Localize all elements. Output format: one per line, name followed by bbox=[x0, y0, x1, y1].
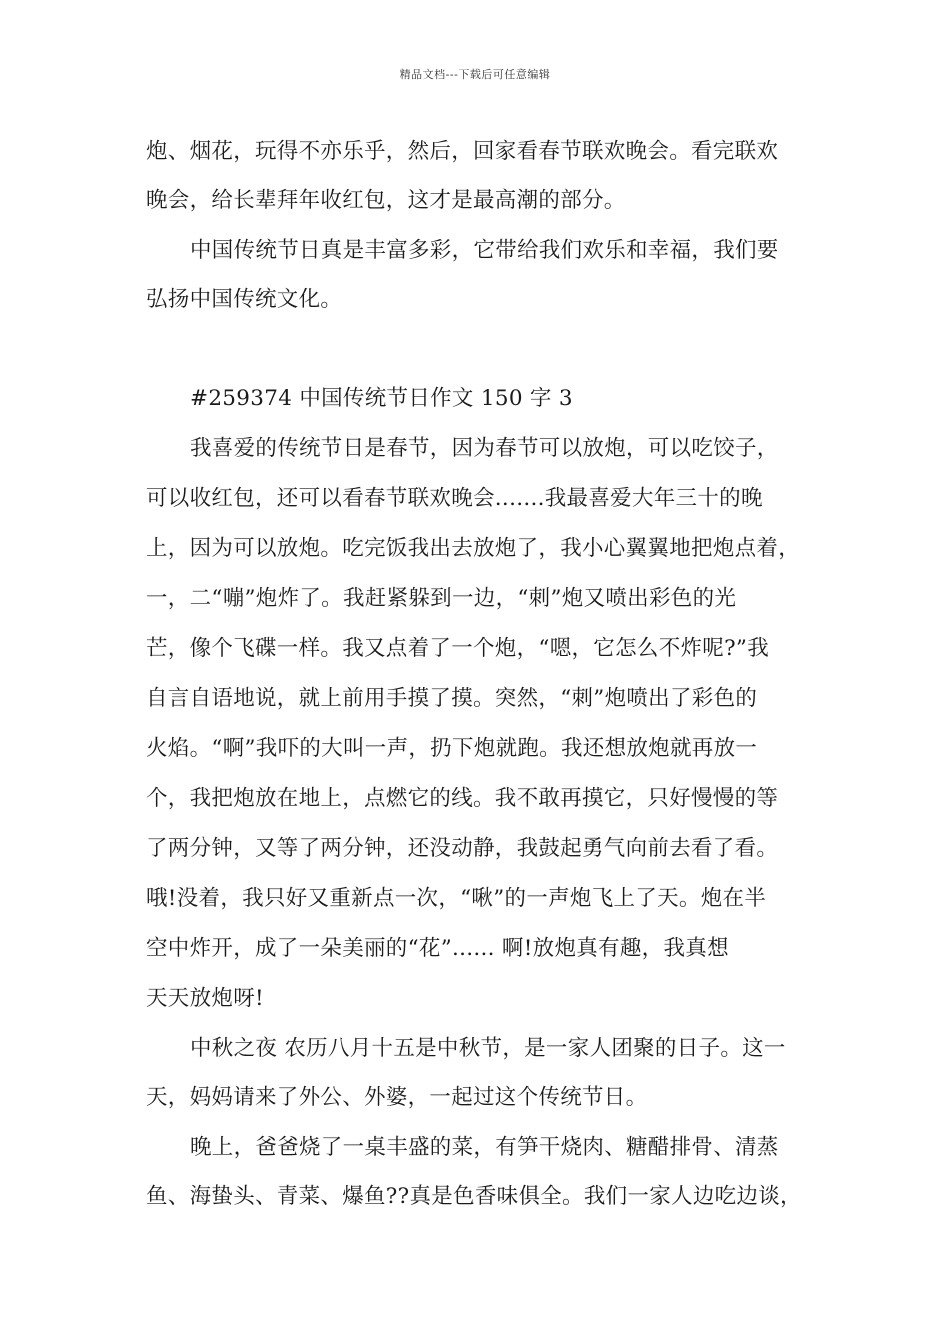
section-title: #259374 中国传统节日作文 150 字 3 bbox=[190, 386, 573, 411]
paragraph-line: 可以收红包，还可以看春节联欢晚会.......我最喜爱大年三十的晚 bbox=[146, 486, 763, 511]
paragraph-line: 中国传统节日真是丰富多彩，它带给我们欢乐和幸福，我们要 bbox=[190, 238, 779, 263]
paragraph-line: 火焰。“啊”我吓的大叫一声，扔下炮就跑。我还想放炮就再放一 bbox=[146, 736, 758, 761]
paragraph-line: 晚上，爸爸烧了一桌丰盛的菜，有笋干烧肉、糖醋排骨、清蒸 bbox=[190, 1135, 779, 1160]
paragraph-line: 了两分钟，又等了两分钟，还没动静，我鼓起勇气向前去看了看。 bbox=[146, 836, 779, 861]
page-header: 精品文档---下载后可任意编辑 bbox=[399, 68, 551, 81]
paragraph-line: 鱼、海蛰头、青菜、爆鱼??真是色香味俱全。我们一家人边吃边谈， bbox=[146, 1184, 802, 1209]
paragraph-line: 一，二“嘣”炮炸了。我赶紧躲到一边，“刺”炮又喷出彩色的光 bbox=[146, 586, 737, 611]
paragraph-line: 我喜爱的传统节日是春节，因为春节可以放炮，可以吃饺子， bbox=[190, 436, 779, 461]
paragraph-line: 自言自语地说，就上前用手摸了摸。突然，“刺”炮喷出了彩色的 bbox=[146, 686, 758, 711]
paragraph-line: 炮、烟花，玩得不亦乐乎，然后，回家看春节联欢晚会。看完联欢 bbox=[146, 139, 779, 164]
paragraph-line: 上，因为可以放炮。吃完饭我出去放炮了，我小心翼翼地把炮点着， bbox=[146, 536, 801, 561]
paragraph-line: 空中炸开，成了一朵美丽的“花”...... 啊!放炮真有趣，我真想 bbox=[146, 936, 729, 961]
paragraph-line: 天，妈妈请来了外公、外婆，一起过这个传统节日。 bbox=[146, 1085, 648, 1110]
paragraph-line: 芒，像个飞碟一样。我又点着了一个炮，“嗯，它怎么不炸呢?”我 bbox=[146, 636, 770, 661]
paragraph-line: 哦!没着，我只好又重新点一次，“啾”的一声炮飞上了天。炮在半 bbox=[146, 886, 767, 911]
paragraph-line: 中秋之夜 农历八月十五是中秋节，是一家人团聚的日子。这一 bbox=[190, 1036, 786, 1061]
paragraph-line: 天天放炮呀! bbox=[146, 986, 264, 1011]
paragraph-line: 个，我把炮放在地上，点燃它的线。我不敢再摸它，只好慢慢的等 bbox=[146, 786, 779, 811]
paragraph-line: 弘扬中国传统文化。 bbox=[146, 287, 343, 312]
paragraph-line: 晚会，给长辈拜年收红包，这才是最高潮的部分。 bbox=[146, 188, 626, 213]
